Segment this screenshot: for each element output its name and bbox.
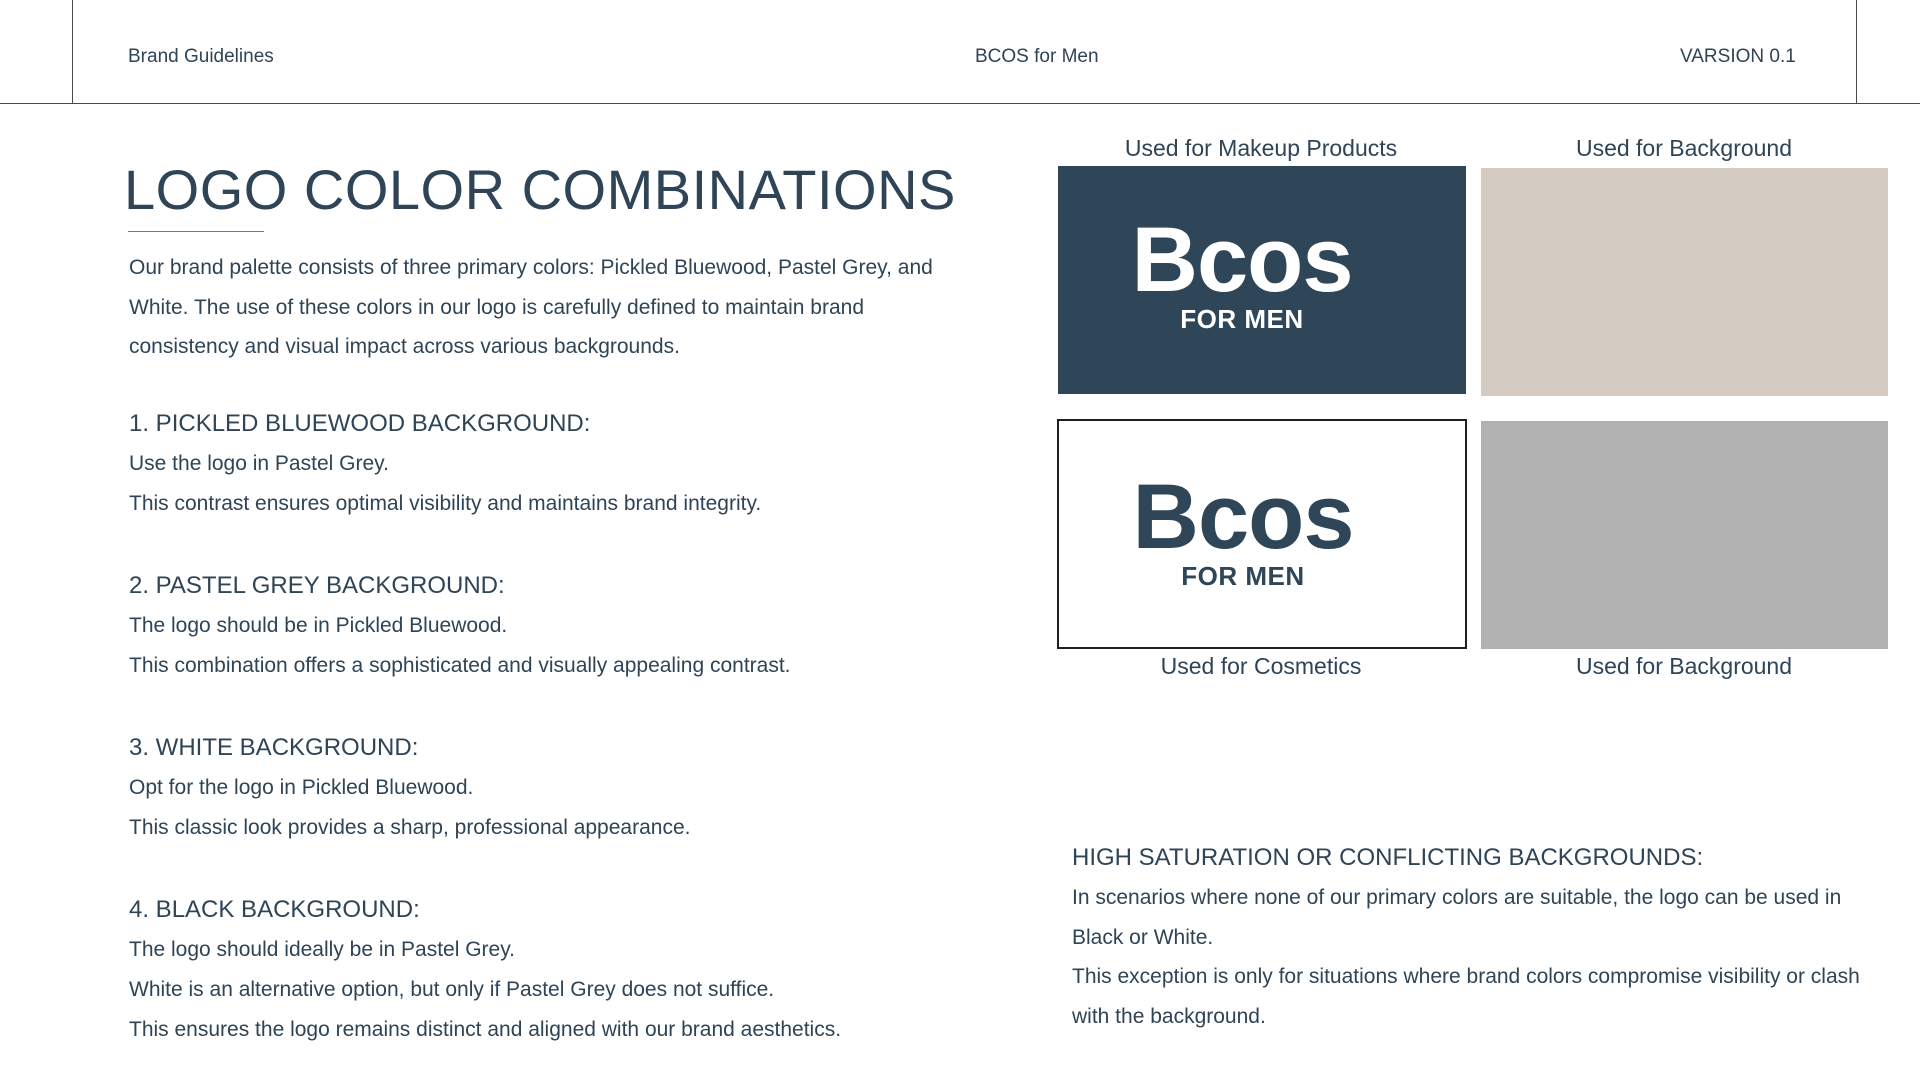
section-pickled-bluewood <box>129 404 1009 524</box>
section-line: White is an alternative option, but only if Pastel Grey does not suffice. <box>129 978 775 1001</box>
swatch-grey <box>1481 421 1888 649</box>
section-white <box>129 728 1009 848</box>
section-line: The logo should be in Pickled Bluewood. <box>129 614 508 637</box>
swatch-white <box>1057 419 1467 649</box>
section-paragraph: In scenarios where none of our primary colors are suitable, the logo can be used in Black or White. <box>1072 886 1842 949</box>
header-brand-name: BCOS for Men <box>975 46 1099 67</box>
header-document-label: Brand Guidelines <box>128 46 274 67</box>
section-line: Use the logo in Pastel Grey. <box>129 452 389 475</box>
swatch-caption-background-top: Used for Background <box>1575 135 1793 161</box>
swatch-pastel-grey <box>1481 168 1888 396</box>
section-high-saturation <box>1072 838 1872 1036</box>
section-title: 3. WHITE BACKGROUND: <box>129 734 419 761</box>
brand-logo-dark <box>1123 466 1363 591</box>
section-title: 1. PICKLED BLUEWOOD BACKGROUND: <box>129 410 591 437</box>
section-line: The logo should ideally be in Pastel Grey. <box>129 938 515 961</box>
header-divider-right <box>1856 0 1857 104</box>
section-title: HIGH SATURATION OR CONFLICTING BACKGROUNDS: <box>1072 844 1704 871</box>
logo-tagline: FOR MEN <box>1181 561 1305 591</box>
page-header <box>0 0 1920 104</box>
title-underline <box>128 231 264 232</box>
section-line: This ensures the logo remains distinct and aligned with our brand aesthetics. <box>129 1018 842 1041</box>
section-line: Opt for the logo in Pickled Bluewood. <box>129 776 474 799</box>
swatch-caption-background-bottom: Used for Background <box>1575 653 1793 679</box>
section-line: This classic look provides a sharp, professional appearance. <box>129 816 691 839</box>
section-title: 2. PASTEL GREY BACKGROUND: <box>129 572 505 599</box>
header-divider-left <box>72 0 73 104</box>
swatch-caption-makeup: Used for Makeup Products <box>1124 135 1398 161</box>
section-pastel-grey <box>129 566 1009 686</box>
section-line: This contrast ensures optimal visibility and maintains brand integrity. <box>129 492 762 515</box>
section-black <box>129 890 1009 1050</box>
section-line: This combination offers a sophisticated and visually appealing contrast. <box>129 654 791 677</box>
logo-wordmark: Bcos <box>1131 209 1353 311</box>
section-paragraph: This exception is only for situations where brand colors compromise visibility or clash with the background. <box>1072 965 1860 1028</box>
section-title: 4. BLACK BACKGROUND: <box>129 896 420 923</box>
swatch-caption-cosmetics: Used for Cosmetics <box>1160 653 1362 679</box>
swatch-pickled-bluewood <box>1058 166 1466 394</box>
logo-tagline: FOR MEN <box>1180 304 1304 334</box>
header-version: VARSION 0.1 <box>1680 46 1796 67</box>
brand-logo-light <box>1122 209 1362 334</box>
page-title: LOGO COLOR COMBINATIONS <box>124 158 956 221</box>
logo-wordmark: Bcos <box>1132 466 1354 568</box>
intro-paragraph: Our brand palette consists of three primary colors: Pickled Bluewood, Pastel Grey, and White. The use of these colors in our logo is carefully defined to maintain brand consistency and visual impact across various backgrounds. <box>129 256 933 358</box>
